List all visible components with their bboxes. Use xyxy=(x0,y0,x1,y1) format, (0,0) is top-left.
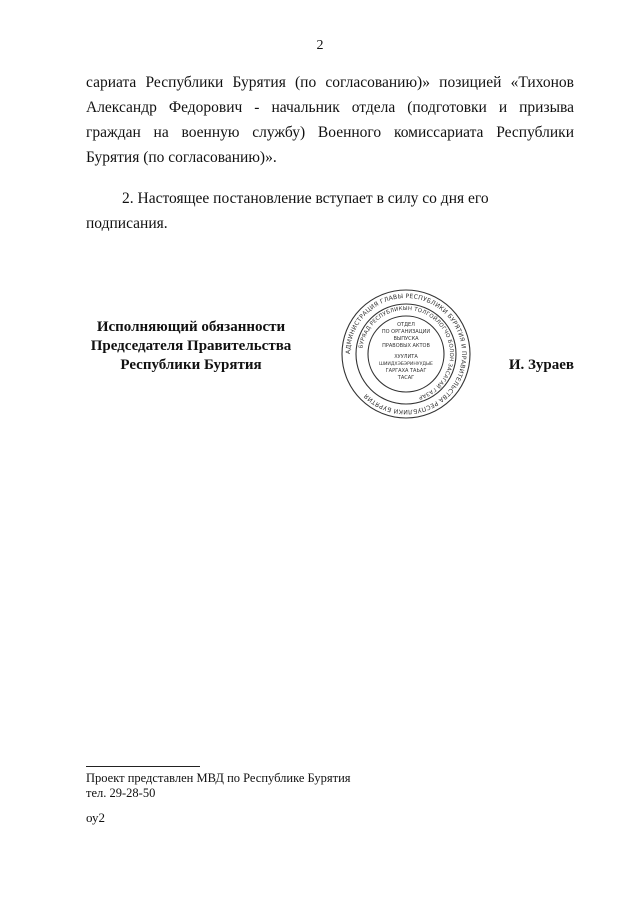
signatory-title-line: Председателя Правительства xyxy=(90,338,292,354)
signatory-name: И. Зураев xyxy=(508,357,574,373)
seal-center-line: ОТДЕЛ xyxy=(397,322,415,328)
footnote-separator xyxy=(86,766,200,767)
seal-center-line: ВЫПУСКА xyxy=(393,336,419,342)
official-seal xyxy=(340,288,472,420)
seal-center-line: ТАСАГ xyxy=(397,375,415,381)
footnote xyxy=(86,771,351,801)
seal-center-line: ШИИДХЭБЭРИНУУДЫЕ xyxy=(379,362,433,367)
seal-graphic xyxy=(340,288,472,420)
signatory-title-line: Исполняющий обязанности xyxy=(96,319,286,335)
paragraph-continuation: сариата Республики Бурятия (по согласованию)» позицией «Тихонов Александр Федорович - начальник отдела (подготовки и призыва граждан на военную службу) Военного комиссариата Республики Бурятия (по согласованию)». xyxy=(86,74,574,166)
seal-outer-text: АДМИНИСТРАЦИЯ ГЛАВЫ РЕСПУБЛИКИ БУРЯТИЯ И ПРАВИТЕЛЬСТВА РЕСПУБЛИКИ БУРЯТИЯ xyxy=(344,292,468,416)
page-number: 2 xyxy=(316,38,324,53)
signatory-title-line: Республики Бурятия xyxy=(120,357,262,373)
footnote-line: Проект представлен МВД по Республике Бурятия xyxy=(86,771,351,785)
seal-inner-text: БУРЯАД РЕСПУБЛИКЫН ТОЛГОЙЛОГЧО БОЛОН ЗАСАГАЙ ГАЗАР xyxy=(358,305,455,401)
footnote-line: тел. 29-28-50 xyxy=(86,786,156,800)
paragraph-2: 2. Настоящее постановление вступает в силу со дня его подписания. xyxy=(86,190,489,232)
seal-center-line: ХУУЛИТА xyxy=(394,354,418,360)
seal-center-line: ПРАВОВЫХ АКТОВ xyxy=(382,343,430,349)
signatory-title xyxy=(66,318,316,375)
seal-center-line: ПО ОРГАНИЗАЦИИ xyxy=(381,329,431,335)
document-code: оу2 xyxy=(86,810,106,825)
seal-center-line: ГАРГАХА ТАЬАГ xyxy=(385,368,427,374)
